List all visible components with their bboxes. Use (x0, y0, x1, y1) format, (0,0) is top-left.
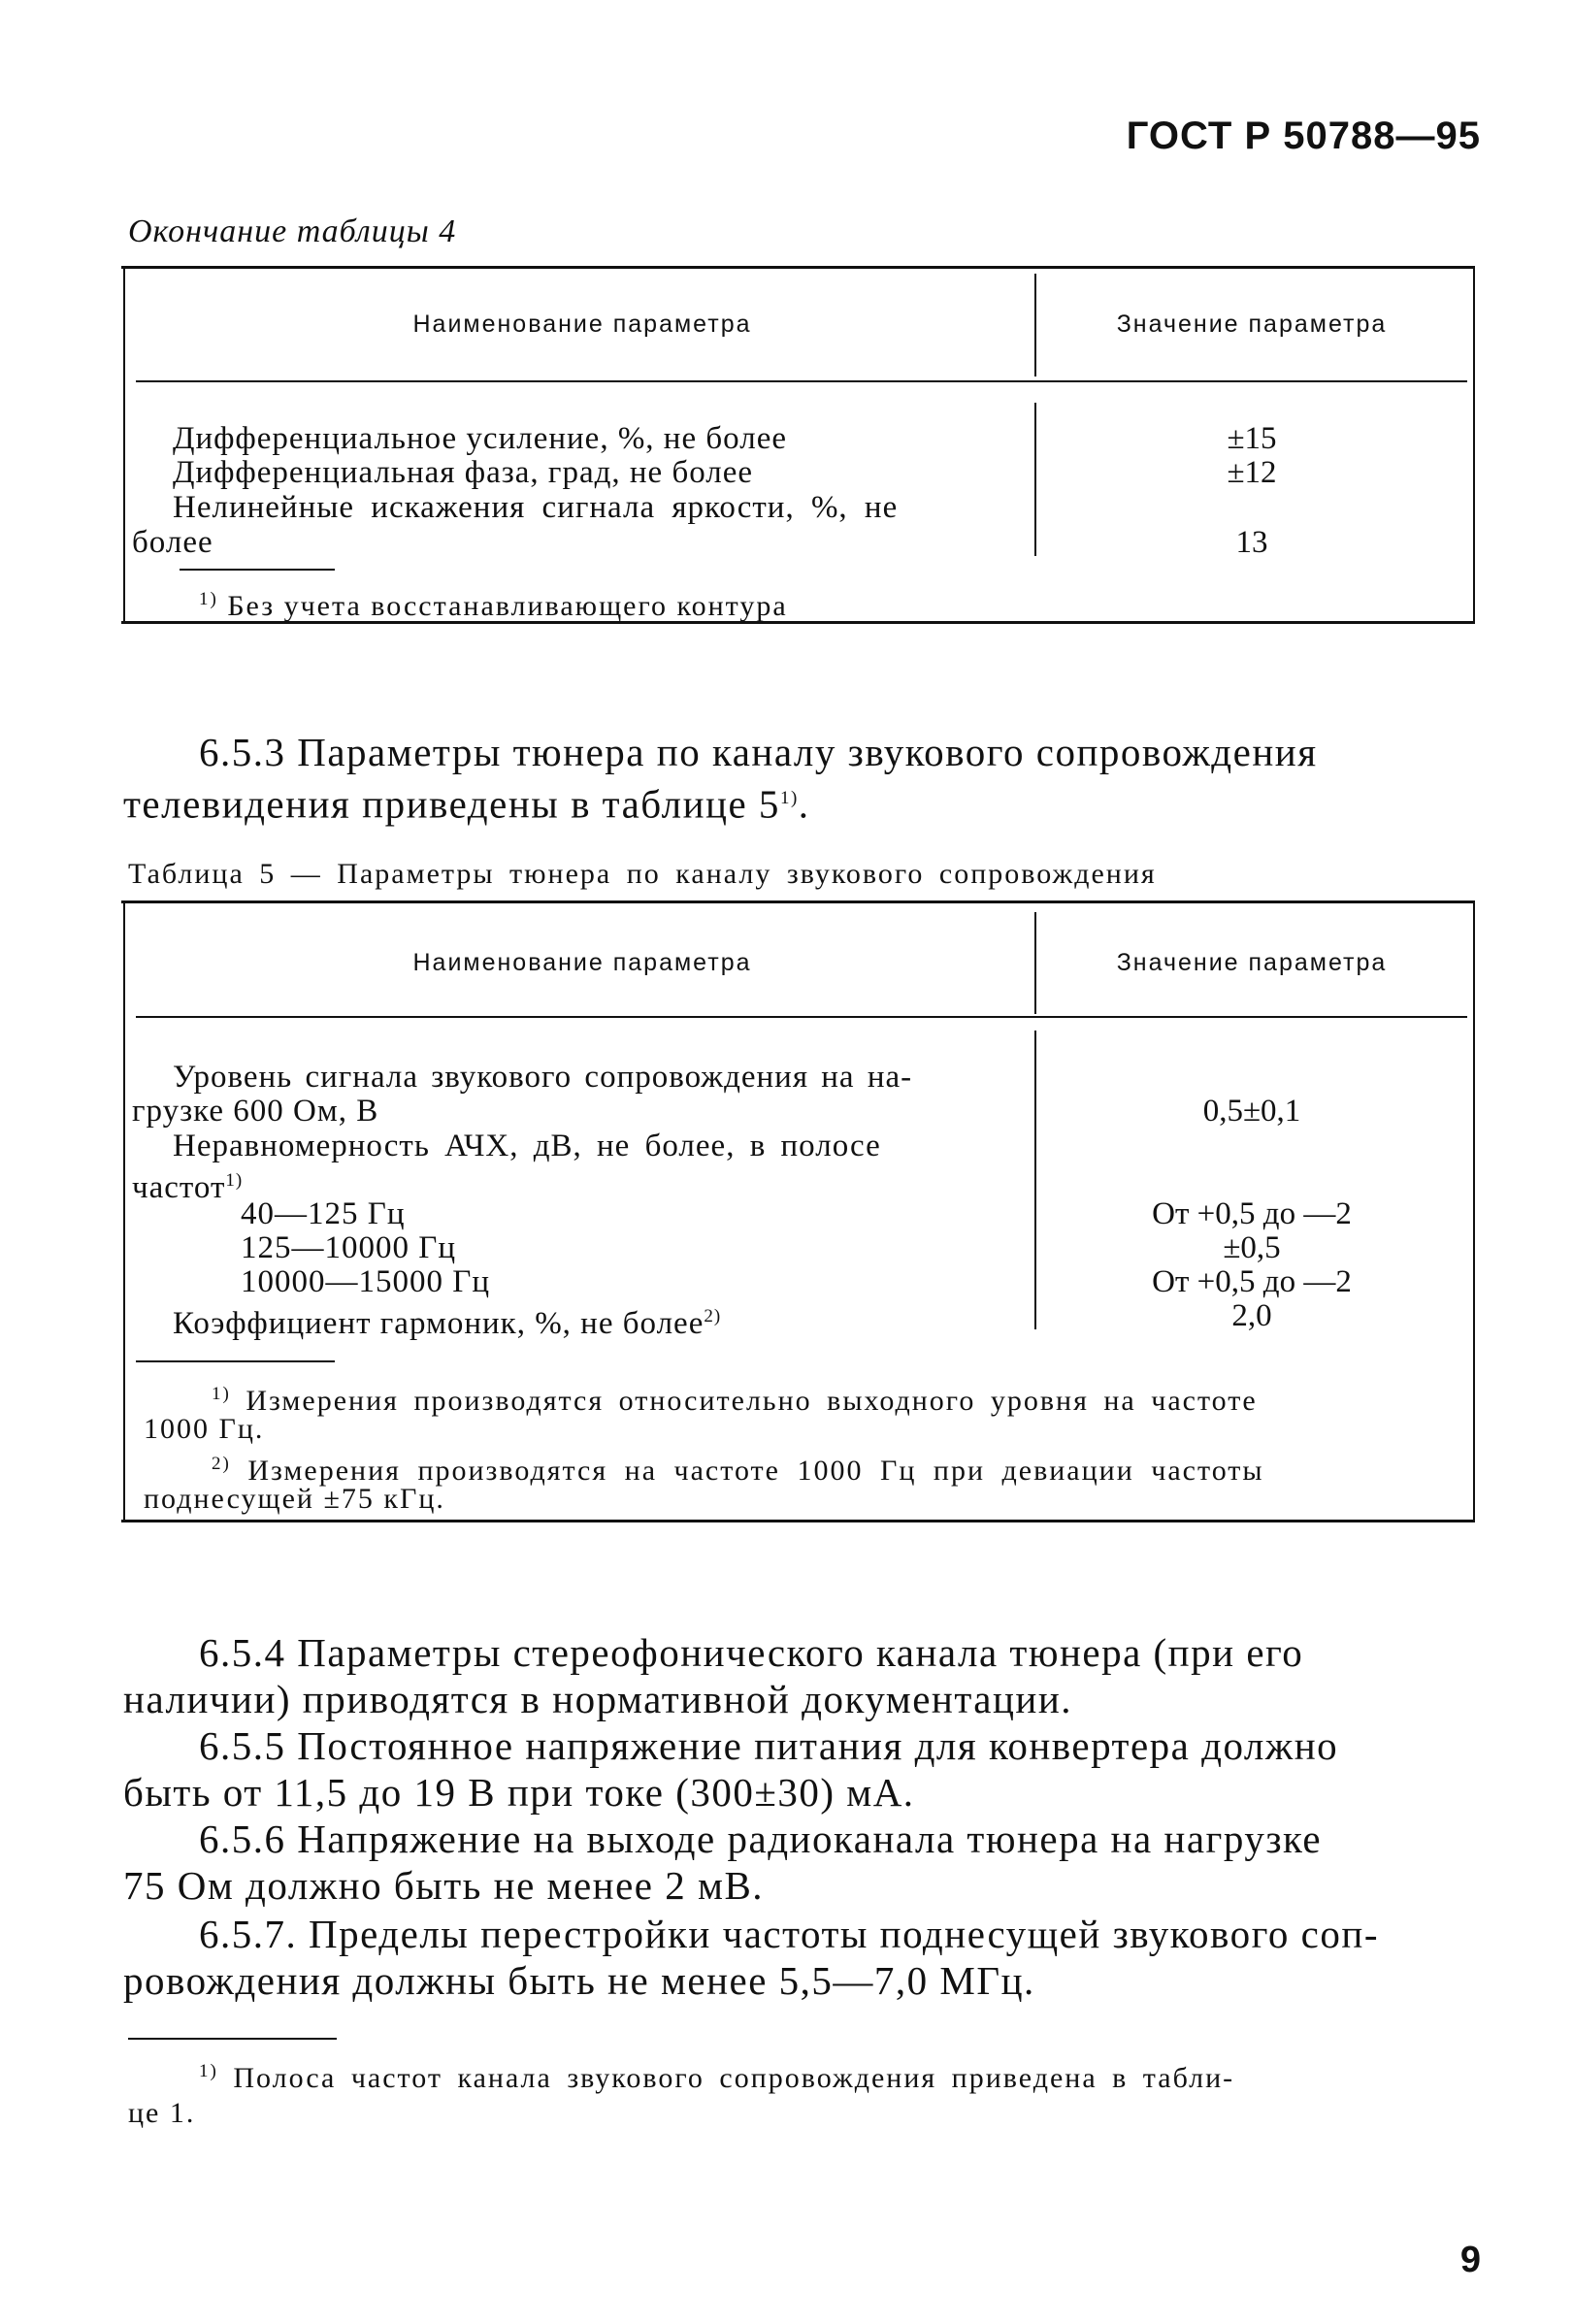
table4-row-name: Дифференциальное усиление, %, не более (173, 421, 787, 456)
table5-row-name: Неравномерность АЧХ, дВ, не более, в полосе (173, 1129, 881, 1163)
paragraph-6-5-7-cont: ровождения должны быть не менее 5,5—7,0 МГц. (123, 1958, 1035, 2003)
table4-row-name: Дифференциальная фаза, град, не более (173, 455, 754, 490)
paragraph-6-5-5-cont: быть от 11,5 до 19 В при токе (300±30) мА. (123, 1770, 915, 1815)
table5-row-value: От +0,5 до —2 (1152, 1264, 1352, 1299)
paragraph-6-5-4-cont: наличии) приводятся в нормативной документации. (123, 1677, 1073, 1721)
table5-caption: Таблица 5 — Параметры тюнера по каналу звукового сопровождения (128, 858, 1157, 890)
table5-row-name-cont: грузке 600 Ом, В (132, 1094, 379, 1129)
table4-header-name: Наименование параметра (412, 311, 752, 338)
table4-row-name: Нелинейные искажения сигнала яркости, %, не (173, 490, 899, 525)
table5-footnote-cont: поднесущей ±75 кГц. (144, 1483, 445, 1515)
table4-row-value: ±12 (1227, 455, 1277, 490)
standard-number: ГОСТ Р 50788—95 (1126, 115, 1481, 157)
table5-row-name-cont: частот$^{1)}$ (132, 1170, 244, 1205)
page-footnote-cont: це 1. (128, 2097, 196, 2129)
page-footnote: $^{1)}$ Полоса частот канала звукового сопровождения приведена в табли- (199, 2061, 1235, 2094)
footnote-separator (136, 1360, 335, 1362)
table5-header-value: Значение параметра (1116, 949, 1388, 976)
paragraph-6-5-4: 6.5.4 Параметры стереофонического канала тюнера (при его (199, 1630, 1304, 1675)
page-number: 9 (1459, 2240, 1481, 2280)
table5-row-name: 125—10000 Гц (241, 1230, 456, 1265)
footnote-separator (128, 2038, 337, 2040)
table4-row-value: ±15 (1227, 421, 1277, 456)
table5-row-value: 0,5±0,1 (1202, 1094, 1301, 1129)
table5-footnote: $^{2)}$ Измерения производятся на частоте 1000 Гц при девиации частоты (212, 1454, 1264, 1487)
table4-row-name-cont: более (132, 525, 213, 560)
paragraph-6-5-7: 6.5.7. Пределы перестройки частоты поднесущей звукового соп- (199, 1912, 1379, 1956)
table5-row-value: От +0,5 до —2 (1152, 1196, 1352, 1231)
table5-row-value: 2,0 (1231, 1298, 1272, 1333)
table5-row-name: Уровень сигнала звукового сопровождения на на- (173, 1060, 913, 1095)
paragraph-6-5-6-cont: 75 Ом должно быть не менее 2 мВ. (123, 1863, 765, 1908)
table4-caption: Окончание таблицы 4 (128, 213, 457, 249)
paragraph-6-5-3-cont: телевидения приведены в таблице 5$^{1)}$. (123, 781, 810, 827)
table5-row-value: ±0,5 (1223, 1230, 1281, 1265)
table5-row-name: 40—125 Гц (241, 1196, 406, 1231)
paragraph-6-5-6: 6.5.6 Напряжение на выходе радиоканала тюнера на нагрузке (199, 1817, 1323, 1861)
table5-row-name: 10000—15000 Гц (241, 1264, 490, 1299)
table5-header-name: Наименование параметра (412, 949, 752, 976)
table5-row-name: Коэффициент гармоник, %, не более$^{2)}$ (173, 1306, 722, 1341)
footnote-separator (180, 569, 335, 571)
table5-footnote-cont: 1000 Гц. (144, 1413, 265, 1445)
table5-footnote: $^{1)}$ Измерения производятся относительно выходного уровня на частоте (212, 1384, 1258, 1417)
table4-footnote: $^{1)}$ Без учета восстанавливающего контура (199, 589, 788, 622)
paragraph-6-5-3: 6.5.3 Параметры тюнера по каналу звукового сопровождения (199, 730, 1318, 774)
table4-header-value: Значение параметра (1116, 311, 1388, 338)
paragraph-6-5-5: 6.5.5 Постоянное напряжение питания для конвертера должно (199, 1723, 1339, 1768)
table4-row-value: 13 (1235, 525, 1268, 560)
